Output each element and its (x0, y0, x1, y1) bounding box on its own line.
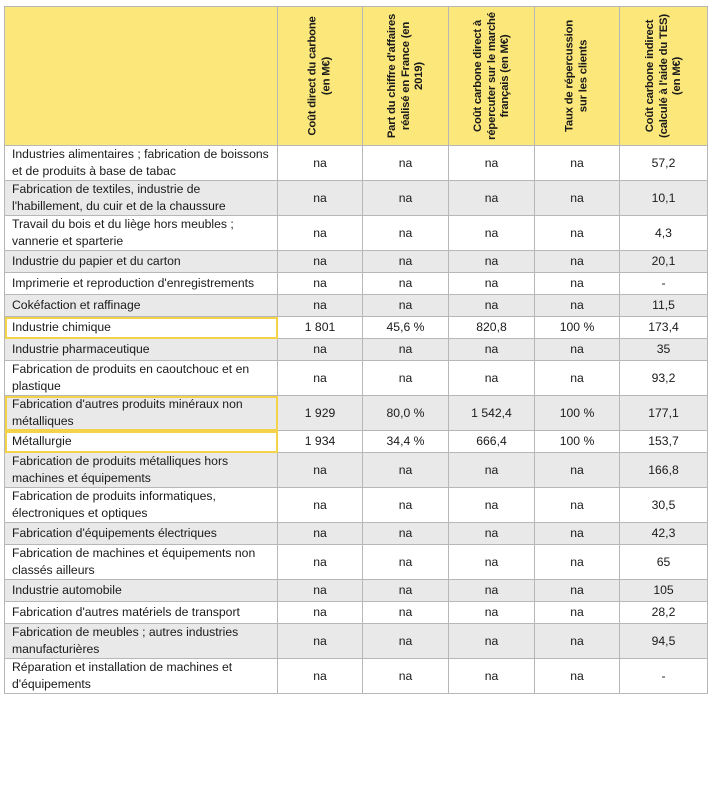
cell-direct-cost: na (278, 659, 363, 694)
cell-direct-cost-french-market: 666,4 (449, 431, 535, 453)
table-row (5, 339, 708, 361)
cell-direct-cost: na (278, 181, 363, 216)
cell-pass-through-rate: na (535, 295, 620, 317)
table-row (5, 273, 708, 295)
cell-direct-cost-french-market: na (449, 361, 535, 396)
cell-direct-cost-french-market: na (449, 251, 535, 273)
cell-france-revenue-share: na (363, 339, 449, 361)
cell-france-revenue-share: na (363, 251, 449, 273)
cell-direct-cost-french-market: na (449, 181, 535, 216)
cell-direct-cost-french-market: na (449, 624, 535, 659)
row-label: Travail du bois et du liège hors meubles ; vannerie et sparterie (5, 216, 278, 251)
cell-france-revenue-share: na (363, 545, 449, 580)
cell-pass-through-rate: na (535, 602, 620, 624)
table-row (5, 453, 708, 488)
cell-france-revenue-share: na (363, 146, 449, 181)
row-label: Imprimerie et reproduction d'enregistrements (5, 273, 278, 295)
cell-direct-cost: na (278, 624, 363, 659)
cell-direct-cost: na (278, 216, 363, 251)
cell-france-revenue-share: na (363, 295, 449, 317)
cell-indirect-cost: - (620, 659, 708, 694)
table-row (5, 580, 708, 602)
table-row (5, 295, 708, 317)
cell-direct-cost-french-market: na (449, 146, 535, 181)
row-label: Industrie chimique (5, 317, 278, 339)
cell-france-revenue-share: na (363, 216, 449, 251)
cell-indirect-cost: 42,3 (620, 523, 708, 545)
row-label: Fabrication de machines et équipements non classés ailleurs (5, 545, 278, 580)
cell-pass-through-rate: na (535, 580, 620, 602)
table-row (5, 317, 708, 339)
cell-indirect-cost: 10,1 (620, 181, 708, 216)
row-label: Fabrication de textiles, industrie de l'habillement, du cuir et de la chaussure (5, 181, 278, 216)
cell-indirect-cost: 105 (620, 580, 708, 602)
row-label: Fabrication de produits en caoutchouc et en plastique (5, 361, 278, 396)
col-header-direct-cost-french-market: Coût carbone direct à répercuter sur le marché français (en M€) (449, 7, 535, 146)
cell-pass-through-rate: na (535, 545, 620, 580)
cell-indirect-cost: 177,1 (620, 396, 708, 431)
row-label: Fabrication de produits informatiques, électroniques et optiques (5, 488, 278, 523)
cell-direct-cost: na (278, 339, 363, 361)
cell-direct-cost-french-market: 820,8 (449, 317, 535, 339)
cell-pass-through-rate: na (535, 146, 620, 181)
cell-indirect-cost: 65 (620, 545, 708, 580)
cell-pass-through-rate: na (535, 488, 620, 523)
cell-france-revenue-share: na (363, 361, 449, 396)
table-row (5, 488, 708, 523)
cell-direct-cost: na (278, 273, 363, 295)
cell-france-revenue-share: na (363, 273, 449, 295)
cell-direct-cost: na (278, 602, 363, 624)
row-label: Industrie automobile (5, 580, 278, 602)
cell-france-revenue-share: na (363, 624, 449, 659)
carbon-cost-table (4, 6, 708, 694)
cell-france-revenue-share: 45,6 % (363, 317, 449, 339)
cell-direct-cost-french-market: na (449, 602, 535, 624)
cell-pass-through-rate: na (535, 216, 620, 251)
cell-direct-cost: na (278, 146, 363, 181)
table-row (5, 146, 708, 181)
cell-direct-cost: na (278, 523, 363, 545)
cell-pass-through-rate: 100 % (535, 317, 620, 339)
row-label: Industrie pharmaceutique (5, 339, 278, 361)
col-header-direct-cost: Coût direct du carbone (en M€) (278, 7, 363, 146)
cell-direct-cost-french-market: na (449, 488, 535, 523)
cell-direct-cost: na (278, 580, 363, 602)
table-row (5, 181, 708, 216)
cell-direct-cost-french-market: na (449, 273, 535, 295)
row-label: Fabrication d'autres matériels de transport (5, 602, 278, 624)
col-header-indirect-cost: Coût carbone indirect (calculé à l'aide du TES) (en M€) (620, 7, 708, 146)
cell-direct-cost-french-market: na (449, 453, 535, 488)
table-row (5, 361, 708, 396)
cell-direct-cost-french-market: na (449, 339, 535, 361)
row-label: Réparation et installation de machines et d'équipements (5, 659, 278, 694)
col-header-france-revenue-share: Part du chiffre d'affaires réalisé en France (en 2019) (363, 7, 449, 146)
cell-direct-cost-french-market: na (449, 523, 535, 545)
table-row (5, 624, 708, 659)
cell-indirect-cost: 28,2 (620, 602, 708, 624)
cell-direct-cost: na (278, 488, 363, 523)
cell-pass-through-rate: na (535, 273, 620, 295)
table-row (5, 602, 708, 624)
cell-france-revenue-share: na (363, 580, 449, 602)
table-row (5, 431, 708, 453)
cell-pass-through-rate: na (535, 453, 620, 488)
cell-direct-cost: 1 929 (278, 396, 363, 431)
cell-indirect-cost: 93,2 (620, 361, 708, 396)
cell-direct-cost-french-market: na (449, 580, 535, 602)
cell-france-revenue-share: 34,4 % (363, 431, 449, 453)
cell-indirect-cost: 11,5 (620, 295, 708, 317)
row-label: Industrie du papier et du carton (5, 251, 278, 273)
cell-direct-cost-french-market: 1 542,4 (449, 396, 535, 431)
cell-indirect-cost: 94,5 (620, 624, 708, 659)
cell-pass-through-rate: na (535, 181, 620, 216)
row-label: Fabrication d'équipements électriques (5, 523, 278, 545)
cell-indirect-cost: - (620, 273, 708, 295)
cell-france-revenue-share: na (363, 488, 449, 523)
cell-france-revenue-share: na (363, 181, 449, 216)
cell-direct-cost: 1 801 (278, 317, 363, 339)
cell-direct-cost: na (278, 453, 363, 488)
cell-pass-through-rate: na (535, 523, 620, 545)
cell-pass-through-rate: 100 % (535, 396, 620, 431)
row-label: Métallurgie (5, 431, 278, 453)
row-label: Industries alimentaires ; fabrication de boissons et de produits à base de tabac (5, 146, 278, 181)
cell-france-revenue-share: na (363, 523, 449, 545)
table-body (5, 146, 708, 694)
cell-france-revenue-share: na (363, 602, 449, 624)
cell-france-revenue-share: na (363, 659, 449, 694)
row-label: Fabrication de meubles ; autres industries manufacturières (5, 624, 278, 659)
cell-pass-through-rate: na (535, 361, 620, 396)
cell-direct-cost: na (278, 295, 363, 317)
cell-direct-cost: na (278, 251, 363, 273)
cell-indirect-cost: 4,3 (620, 216, 708, 251)
cell-indirect-cost: 173,4 (620, 317, 708, 339)
header-corner-cell (5, 7, 278, 146)
cell-direct-cost: 1 934 (278, 431, 363, 453)
row-label: Cokéfaction et raffinage (5, 295, 278, 317)
cell-indirect-cost: 35 (620, 339, 708, 361)
cell-direct-cost: na (278, 361, 363, 396)
cell-indirect-cost: 30,5 (620, 488, 708, 523)
cell-pass-through-rate: na (535, 339, 620, 361)
cell-pass-through-rate: na (535, 659, 620, 694)
cell-direct-cost-french-market: na (449, 216, 535, 251)
cell-direct-cost-french-market: na (449, 295, 535, 317)
cell-indirect-cost: 166,8 (620, 453, 708, 488)
table-row (5, 216, 708, 251)
table-row (5, 545, 708, 580)
cell-direct-cost-french-market: na (449, 545, 535, 580)
cell-indirect-cost: 20,1 (620, 251, 708, 273)
cell-pass-through-rate: na (535, 251, 620, 273)
table-row (5, 659, 708, 694)
cell-direct-cost-french-market: na (449, 659, 535, 694)
cell-france-revenue-share: 80,0 % (363, 396, 449, 431)
row-label: Fabrication d'autres produits minéraux non métalliques (5, 396, 278, 431)
table-row (5, 523, 708, 545)
table-row (5, 251, 708, 273)
header-row (5, 7, 708, 146)
row-label: Fabrication de produits métalliques hors machines et équipements (5, 453, 278, 488)
col-header-pass-through-rate: Taux de répercussion sur les clients (535, 7, 620, 146)
cell-indirect-cost: 153,7 (620, 431, 708, 453)
cell-pass-through-rate: na (535, 624, 620, 659)
table-row (5, 396, 708, 431)
cell-france-revenue-share: na (363, 453, 449, 488)
cell-indirect-cost: 57,2 (620, 146, 708, 181)
cell-pass-through-rate: 100 % (535, 431, 620, 453)
cell-direct-cost: na (278, 545, 363, 580)
